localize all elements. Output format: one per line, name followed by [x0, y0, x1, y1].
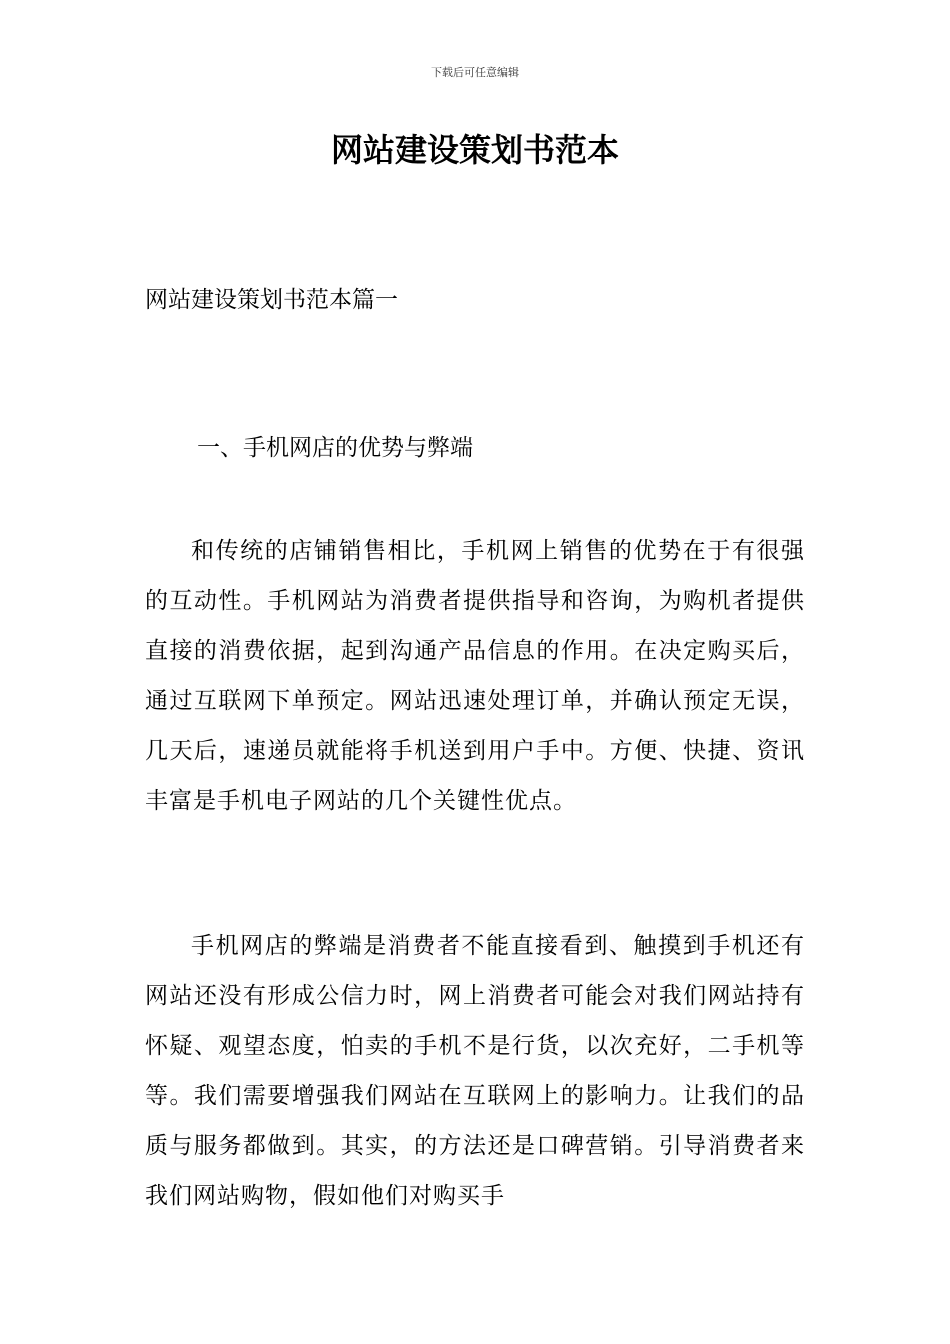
header-note: 下载后可任意编辑 — [431, 66, 519, 79]
paragraph-advantages: 和传统的店铺销售相比，手机网上销售的优势在于有很强的互动性。手机网站为消费者提供指导和咨询，为购机者提供直接的消费依据，起到沟通产品信息的作用。在决定购买后，通过互联网下单预定。网站迅速处理订单，并确认预定无误，几天后，速递员就能将手机送到用户手中。方便、快捷、资讯丰富是手机电子网站的几个关键性优点。 — [145, 538, 805, 814]
section-title: 网站建设策划书范本篇一 — [145, 287, 398, 313]
paragraph-disadvantages: 手机网店的弊端是消费者不能直接看到、触摸到手机还有网站还没有形成公信力时，网上消费者可能会对我们网站持有怀疑、观望态度，怕卖的手机不是行货，以次充好，二手机等等。我们需要增强我们网站在互联网上的影响力。让我们的品质与服务都做到。其实，的方法还是口碑营销。引导消费者来我们网站购物，假如他们对购买手 — [145, 933, 805, 1209]
document-title: 网站建设策划书范本 — [330, 131, 619, 169]
subheading: 一、手机网店的优势与弊端 — [197, 435, 473, 461]
